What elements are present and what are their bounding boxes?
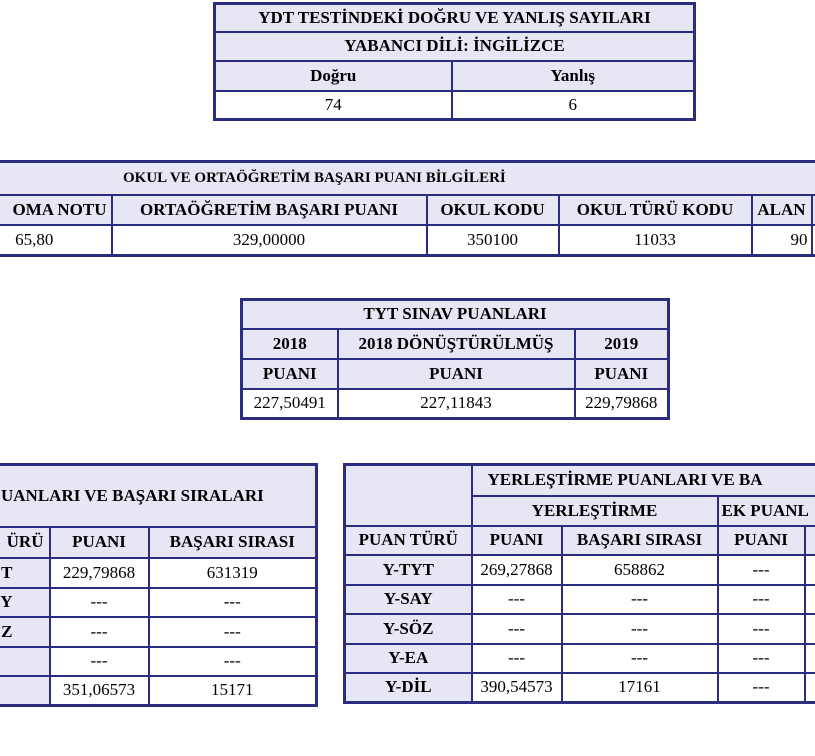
ek-puan-value: ---	[718, 614, 805, 644]
yerlestirme-puanlari-table	[343, 463, 815, 704]
sira-value: 15171	[149, 676, 317, 706]
yerlestirme-group-header: YERLEŞTİRME	[472, 496, 718, 526]
ek-sira-value-cut	[805, 644, 815, 673]
year-2018-donusturulmus-header: 2018 DÖNÜŞTÜRÜLMÜŞ	[338, 329, 575, 359]
puan-value: 351,06573	[50, 676, 149, 706]
ek-puan-value: ---	[718, 585, 805, 614]
ek-puan-value: ---	[718, 644, 805, 673]
ydt-table-subtitle: YABANCI DİLİ: İNGİLİZCE	[215, 32, 695, 61]
row-label: Y-TYT	[345, 555, 472, 585]
yer-sira-value: ---	[562, 614, 718, 644]
sinav-puanlari-siralari-table	[0, 463, 318, 707]
okul-turu-kodu-value: 11033	[559, 225, 752, 256]
yer-basari-sirasi-header: BAŞARI SIRASI	[562, 526, 718, 555]
yer-sira-value: ---	[562, 585, 718, 614]
cut-right-header	[812, 195, 815, 225]
yer-puan-value: 269,27868	[472, 555, 562, 585]
row-label: Y-SÖZ	[345, 614, 472, 644]
basari-sirasi-header: BAŞARI SIRASI	[149, 527, 317, 558]
yer-puan-value: ---	[472, 614, 562, 644]
row-label-cut: Z	[0, 617, 50, 647]
row-label: Y-SAY	[345, 585, 472, 614]
ek-puan-value: ---	[718, 555, 805, 585]
tyt-2018-value: 227,50491	[242, 389, 338, 419]
ydt-table-title: YDT TESTİNDEKİ DOĞRU VE YANLIŞ SAYILARI	[215, 4, 695, 32]
diploma-notu-header: OMA NOTU	[0, 195, 112, 225]
okul-kodu-header: OKUL KODU	[427, 195, 559, 225]
row-label-cut: Y	[0, 588, 50, 617]
ek-sira-value-cut	[805, 614, 815, 644]
okul-basari-puani-table	[0, 160, 815, 257]
row-label: Y-EA	[345, 644, 472, 673]
table-row	[345, 644, 815, 673]
yer-sira-value: ---	[562, 644, 718, 673]
puan-turu-header: PUAN TÜRÜ	[345, 526, 472, 555]
row-label-cut	[0, 647, 50, 676]
year-2018-header: 2018	[242, 329, 338, 359]
yer-sira-value: 658862	[562, 555, 718, 585]
puan-value: 229,79868	[50, 558, 149, 588]
puan-value: ---	[50, 588, 149, 617]
yer-puan-value: 390,54573	[472, 673, 562, 703]
table-row	[0, 676, 317, 706]
row-label-cut	[0, 676, 50, 706]
puani-header: PUANI	[50, 527, 149, 558]
obp-header: ORTAÖĞRETİM BAŞARI PUANI	[112, 195, 427, 225]
ek-sira-value-cut	[805, 673, 815, 703]
yer-table-title: YERLEŞTİRME PUANLARI VE BA	[472, 465, 815, 496]
ek-puan-group-header-cut: EK PUANL	[718, 496, 815, 526]
okul-kodu-value: 350100	[427, 225, 559, 256]
sira-value: ---	[149, 617, 317, 647]
ek-sira-value-cut	[805, 585, 815, 614]
puani-header-2: PUANI	[338, 359, 575, 389]
tyt-2019-value: 229,79868	[575, 389, 669, 419]
obp-value: 329,00000	[112, 225, 427, 256]
yanlis-header: Yanlış	[452, 61, 695, 91]
ek-puani-header: PUANI	[718, 526, 805, 555]
table-row	[345, 673, 815, 703]
okul-turu-kodu-header: OKUL TÜRÜ KODU	[559, 195, 752, 225]
puan-value: ---	[50, 617, 149, 647]
puan-turu-header-cut: ÜRÜ	[0, 527, 50, 558]
puani-header-1: PUANI	[242, 359, 338, 389]
sira-value: 631319	[149, 558, 317, 588]
puan-value: ---	[50, 647, 149, 676]
puani-header-3: PUANI	[575, 359, 669, 389]
table-row	[345, 614, 815, 644]
corner-empty-cell	[345, 465, 472, 526]
yer-puan-value: ---	[472, 585, 562, 614]
dogru-value: 74	[215, 91, 452, 120]
diploma-notu-value: 65,80	[0, 225, 112, 256]
ek-sira-value-cut	[805, 555, 815, 585]
table-row	[0, 588, 317, 617]
alan-header: ALAN	[752, 195, 812, 225]
sira-value: ---	[149, 588, 317, 617]
table-row	[0, 647, 317, 676]
table-row	[345, 555, 815, 585]
dogru-header: Doğru	[215, 61, 452, 91]
tyt-2018-donusturulmus-value: 227,11843	[338, 389, 575, 419]
sira-value: ---	[149, 647, 317, 676]
yer-sira-value: 17161	[562, 673, 718, 703]
row-label-cut: T	[0, 558, 50, 588]
table-row	[345, 585, 815, 614]
alan-value: 90	[752, 225, 812, 256]
year-2019-header: 2019	[575, 329, 669, 359]
ek-puan-value: ---	[718, 673, 805, 703]
yanlis-value: 6	[452, 91, 695, 120]
okul-table-title: OKUL VE ORTAÖĞRETİM BAŞARI PUANI BİLGİLERİ	[0, 162, 815, 195]
table-row	[0, 617, 317, 647]
tyt-sinav-puanlari-table	[240, 298, 670, 420]
cut-right-value	[812, 225, 815, 256]
yer-puani-header: PUANI	[472, 526, 562, 555]
sinav-table-title: UANLARI VE BAŞARI SIRALARI	[0, 465, 317, 527]
row-label: Y-DİL	[345, 673, 472, 703]
ydt-correct-wrong-table	[213, 2, 696, 121]
cut-right-header	[805, 526, 815, 555]
table-row	[0, 558, 317, 588]
tyt-table-title: TYT SINAV PUANLARI	[242, 300, 669, 329]
yer-puan-value: ---	[472, 644, 562, 673]
